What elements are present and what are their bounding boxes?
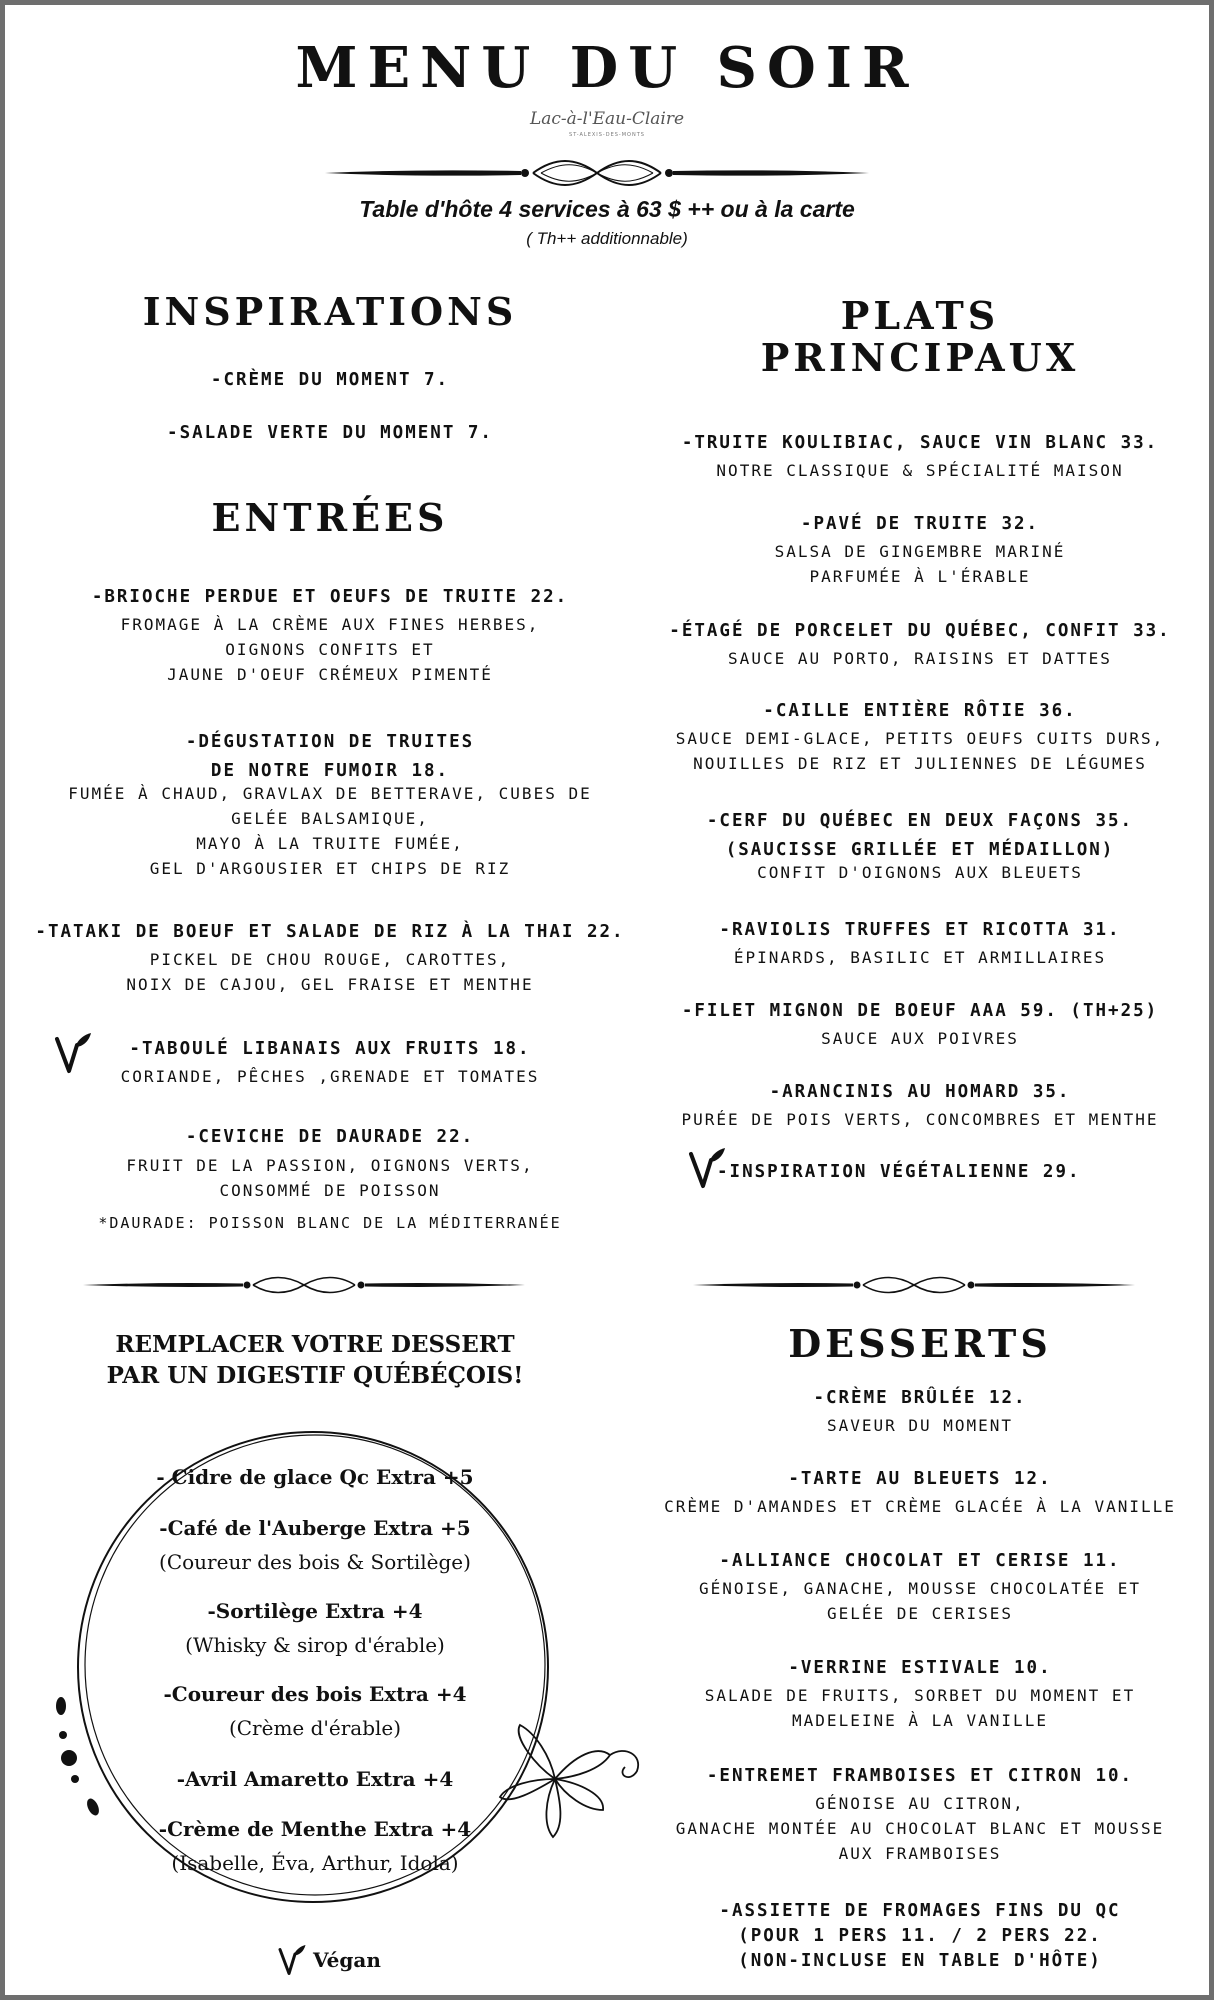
- menu-item-name: -BRIOCHE PERDUE ET OEUFS DE TRUITE 22.: [91, 587, 569, 607]
- menu-item-desc: SALSA DE GINGEMBRE MARINÉ PARFUMÉE À L'ÉRABLE: [774, 542, 1066, 586]
- digestif-heading: REMPLACER VOTRE DESSERT PAR UN DIGESTIF QUÉBÉÇOIS!: [106, 1331, 524, 1389]
- menu-item-desc: FUMÉE À CHAUD, GRAVLAX DE BETTERAVE, CUBES DE GELÉE BALSAMIQUE, MAYO À LA TRUITE FUMÉE, GEL D'ARGOUSIER ET CHIPS DE RIZ: [68, 784, 592, 878]
- menu-item-desc: SAUCE AUX POIVRES: [821, 1029, 1019, 1048]
- menu-item-name: -VERRINE ESTIVALE 10.: [788, 1658, 1052, 1678]
- digestif-detail: (Coureur des bois & Sortilège): [159, 1550, 471, 1574]
- menu-item-name: -PAVÉ DE TRUITE 32.: [800, 514, 1040, 534]
- menu-item-name: -TRUITE KOULIBIAC, SAUCE VIN BLANC 33.: [681, 433, 1159, 453]
- menu-item-name: -CRÈME DU MOMENT 7.: [210, 370, 450, 390]
- menu-item-name: -DÉGUSTATION DE TRUITES DE NOTRE FUMOIR 18.: [185, 732, 475, 781]
- menu-item-name: -CEVICHE DE DAURADE 22.: [185, 1127, 475, 1147]
- menu-item-name: -ASSIETTE DE FROMAGES FINS DU QC (POUR 1 PERS 11. / 2 PERS 22. (NON-INCLUSE EN TABLE D'HÔTE): [719, 1901, 1121, 1971]
- menu-item-desc: ÉPINARDS, BASILIC ET ARMILLAIRES: [733, 948, 1107, 967]
- menu-item-name: -ÉTAGÉ DE PORCELET DU QUÉBEC, CONFIT 33.: [669, 621, 1171, 641]
- entrees-heading: ENTRÉES: [211, 495, 449, 540]
- inspirations-heading: INSPIRATIONS: [142, 289, 518, 334]
- menu-item-desc: SALADE DE FRUITS, SORBET DU MOMENT ET MADELEINE À LA VANILLE: [704, 1686, 1136, 1730]
- digestif-item: -Avril Amaretto Extra +4: [176, 1767, 454, 1791]
- divider-ornament-icon: [693, 1273, 1135, 1297]
- menu-item-name: -ARANCINIS AU HOMARD 35.: [769, 1082, 1071, 1102]
- tagline-note: ( Th++ additionnable): [526, 229, 688, 248]
- menu-item-desc: CORIANDE, PÊCHES ,GRENADE ET TOMATES: [120, 1067, 540, 1086]
- menu-item-desc: SAUCE AU PORTO, RAISINS ET DATTES: [728, 649, 1112, 668]
- digestif-item: -Coureur des bois Extra +4: [163, 1682, 467, 1706]
- menu-item-name: -SALADE VERTE DU MOMENT 7.: [167, 423, 493, 443]
- circle-frame-icon: [45, 1425, 665, 1915]
- digestif-detail: (Isabelle, Éva, Arthur, Idola): [171, 1851, 459, 1875]
- menu-item-desc: GÉNOISE AU CITRON, GANACHE MONTÉE AU CHOCOLAT BLANC ET MOUSSE AUX FRAMBOISES: [675, 1794, 1165, 1863]
- menu-item-name: -ENTREMET FRAMBOISES ET CITRON 10.: [706, 1766, 1134, 1786]
- menu-item-name: -INSPIRATION VÉGÉTALIENNE 29.: [717, 1162, 1081, 1182]
- menu-item-desc: FRUIT DE LA PASSION, OIGNONS VERTS, CONSOMMÉ DE POISSON: [126, 1156, 534, 1200]
- daurade-footnote: *DAURADE: POISSON BLANC DE LA MÉDITERRANÉE: [98, 1214, 562, 1232]
- digestif-item: -Café de l'Auberge Extra +5: [159, 1516, 471, 1540]
- menu-item-desc: FROMAGE À LA CRÈME AUX FINES HERBES, OIGNONS CONFITS ET JAUNE D'OEUF CRÉMEUX PIMENTÉ: [120, 615, 540, 684]
- menu-item-name: -ALLIANCE CHOCOLAT ET CERISE 11.: [719, 1551, 1121, 1571]
- desserts-heading: DESSERTS: [788, 1321, 1052, 1366]
- menu-item-name: -CAILLE ENTIÈRE RÔTIE 36.: [763, 701, 1077, 721]
- header-ornament-icon: [325, 153, 869, 193]
- menu-item-desc: CONFIT D'OIGNONS AUX BLEUETS: [757, 863, 1083, 882]
- menu-item-desc: SAUCE DEMI-GLACE, PETITS OEUFS CUITS DURS, NOUILLES DE RIZ ET JULIENNES DE LÉGUMES: [675, 729, 1165, 773]
- divider-ornament-icon: [83, 1273, 525, 1297]
- menu-item-desc: PICKEL DE CHOU ROUGE, CAROTTES, NOIX DE CAJOU, GEL FRAISE ET MENTHE: [126, 950, 534, 994]
- menu-item-desc: NOTRE CLASSIQUE & SPÉCIALITÉ MAISON: [716, 461, 1124, 480]
- menu-item-name: -FILET MIGNON DE BOEUF AAA 59. (TH+25): [681, 1001, 1159, 1021]
- digestif-detail: (Crème d'érable): [228, 1716, 402, 1740]
- digestif-detail: (Whisky & sirop d'érable): [185, 1633, 445, 1657]
- menu-item-name: -CERF DU QUÉBEC EN DEUX FAÇONS 35. (SAUCISSE GRILLÉE ET MÉDAILLON): [706, 811, 1134, 860]
- menu-title: MENU DU SOIR: [295, 35, 919, 101]
- menu-item-desc: SAVEUR DU MOMENT: [826, 1416, 1014, 1435]
- menu-item-desc: GÉNOISE, GANACHE, MOUSSE CHOCOLATÉE ET GELÉE DE CERISES: [698, 1579, 1142, 1623]
- logo: Lac-à-l'Eau-Claire: [529, 109, 685, 129]
- vegan-icon: [277, 1943, 307, 1977]
- logo-subtitle: ST-ALEXIS-DES-MONTS: [569, 132, 645, 138]
- menu-item-name: -TATAKI DE BOEUF ET SALADE DE RIZ À LA THAI 22.: [35, 922, 625, 942]
- menu-item-name: -RAVIOLIS TRUFFES ET RICOTTA 31.: [719, 920, 1121, 940]
- plats-heading: PLATS PRINCIPAUX: [760, 293, 1080, 380]
- digestif-item: -Crème de Menthe Extra +4: [158, 1817, 472, 1841]
- table-dhote-tagline: Table d'hôte 4 services à 63 $ ++ ou à la carte: [359, 196, 855, 222]
- menu-item-desc: CRÈME D'AMANDES ET CRÈME GLACÉE À LA VANILLE: [664, 1497, 1176, 1516]
- vegan-legend: Végan: [313, 1948, 381, 1972]
- digestif-item: - Cidre de glace Qc Extra +5: [156, 1465, 474, 1489]
- menu-item-name: -TABOULÉ LIBANAIS AUX FRUITS 18.: [129, 1039, 531, 1059]
- menu-item-desc: PURÉE DE POIS VERTS, CONCOMBRES ET MENTHE: [681, 1110, 1159, 1129]
- menu-item-name: -TARTE AU BLEUETS 12.: [788, 1469, 1052, 1489]
- menu-item-name: -CRÈME BRÛLÉE 12.: [813, 1388, 1027, 1408]
- digestif-item: -Sortilège Extra +4: [207, 1599, 423, 1623]
